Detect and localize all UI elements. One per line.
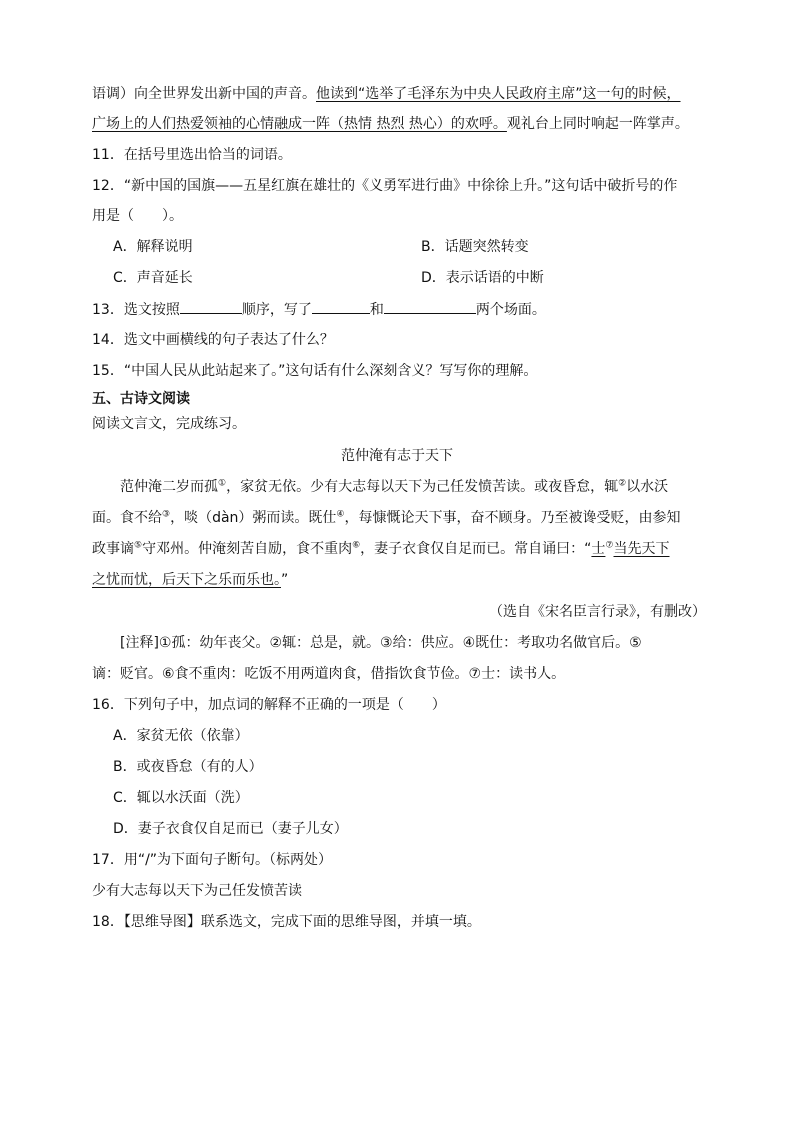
q12-option-a: A．解释说明 <box>113 239 193 255</box>
q17-sentence: 少有大志每以天下为己任发愤苦读 <box>92 883 302 899</box>
passage-line-2: 广场上的人们热爱领袖的心情融成一阵（热情 热烈 热心）的欢呼。观礼台上同时响起一阵掌声。 <box>92 116 689 132</box>
section-instruction: 阅读文言文，完成练习。 <box>92 416 246 432</box>
q16-option-c: C．辄以水沃面（洗） <box>113 790 249 806</box>
question-17: 17．用“/”为下面句子断句。（标两处） <box>92 852 333 868</box>
classical-text-line-2: 面。食不给③，啖（dàn）粥而读。既仕④，每慷慨论天下事，奋不顾身。乃至被谗受贬，由参知 <box>92 509 681 526</box>
note-marker: ⑦ <box>605 540 614 551</box>
passage-line-1: 语调）向全世界发出新中国的声音。他读到“选举了毛泽东为中央人民政府主席”这一句的时候， <box>92 86 681 102</box>
answer-blank[interactable] <box>180 299 242 314</box>
annotation-line-2: 谪：贬官。⑥食不重肉：吃饭不用两道肉食，借指饮食节俭。⑦士：读书人。 <box>92 666 566 682</box>
q16-option-d: D．妻子衣食仅自足而已（妻子儿女） <box>113 821 348 837</box>
question-11: 11．在括号里选出恰当的词语。 <box>92 147 292 163</box>
section-heading: 五、古诗文阅读 <box>92 391 190 407</box>
q12-option-d: D．表示话语的中断 <box>421 270 544 286</box>
q12-option-b: B．话题突然转变 <box>421 239 529 255</box>
classical-text-line-3: 政事谪⑤守邓州。仲淹刻苦自励，食不重肉⑥，妻子衣食仅自足而已。常自诵曰：“士⑦当先天下 <box>92 540 670 557</box>
answer-blank[interactable] <box>312 299 370 314</box>
question-13: 13．选文按照 顺序，写了 和 两个场面。 <box>92 299 546 320</box>
q12-option-c: C．声音延长 <box>113 270 193 286</box>
underlined-sentence: 之忧而忧，后天下之乐而乐也。 <box>92 572 281 588</box>
note-marker: ③ <box>162 509 171 520</box>
note-marker: ① <box>218 478 227 489</box>
underlined-sentence: 他读到“选举了毛泽东为中央人民政府主席”这一句的时候， <box>316 86 681 102</box>
classical-text-line-4: 之忧而忧，后天下之乐而乐也。” <box>92 572 289 588</box>
note-marker: ④ <box>336 509 345 520</box>
question-18: 18．【思维导图】联系选文，完成下面的思维导图，并填一填。 <box>92 914 481 930</box>
annotation-line-1: [注释]①孤：幼年丧父。②辄：总是，就。③给：供应。④既仕：考取功名做官后。⑤ <box>120 635 642 651</box>
q16-option-b: B．或夜昏怠（有的人） <box>113 759 263 775</box>
note-marker: ⑥ <box>352 540 361 551</box>
answer-blank[interactable] <box>384 299 476 314</box>
question-15: 15．“中国人民从此站起来了。”这句话有什么深刻含义？写写你的理解。 <box>92 363 538 379</box>
question-14: 14．选文中画横线的句子表达了什么？ <box>92 332 334 348</box>
underlined-sentence: 广场上的人们热爱领袖的心情融成一阵（热情 热烈 热心）的欢呼。 <box>92 116 507 132</box>
q16-option-a: A．家贫无依（依靠） <box>113 728 249 744</box>
note-marker: ② <box>618 478 627 489</box>
note-marker: ⑤ <box>134 540 143 551</box>
passage-source: （选自《宋名臣言行录》，有删改） <box>489 604 706 620</box>
classical-text-line-1: 范仲淹二岁而孤①，家贫无依。少有大志每以天下为己任发愤苦读。或夜昏怠，辄②以水沃 <box>120 478 669 495</box>
question-16: 16．下列句子中，加点词的解释不正确的一项是（ ） <box>92 697 446 713</box>
question-12-stem: 12．“新中国的国旗——五星红旗在雄壮的《义勇军进行曲》中徐徐上升。”这句话中破折号的作 <box>92 178 678 194</box>
passage-title: 范仲淹有志于天下 <box>341 448 453 464</box>
question-12-stem-cont: 用是（ ）。 <box>92 208 183 224</box>
